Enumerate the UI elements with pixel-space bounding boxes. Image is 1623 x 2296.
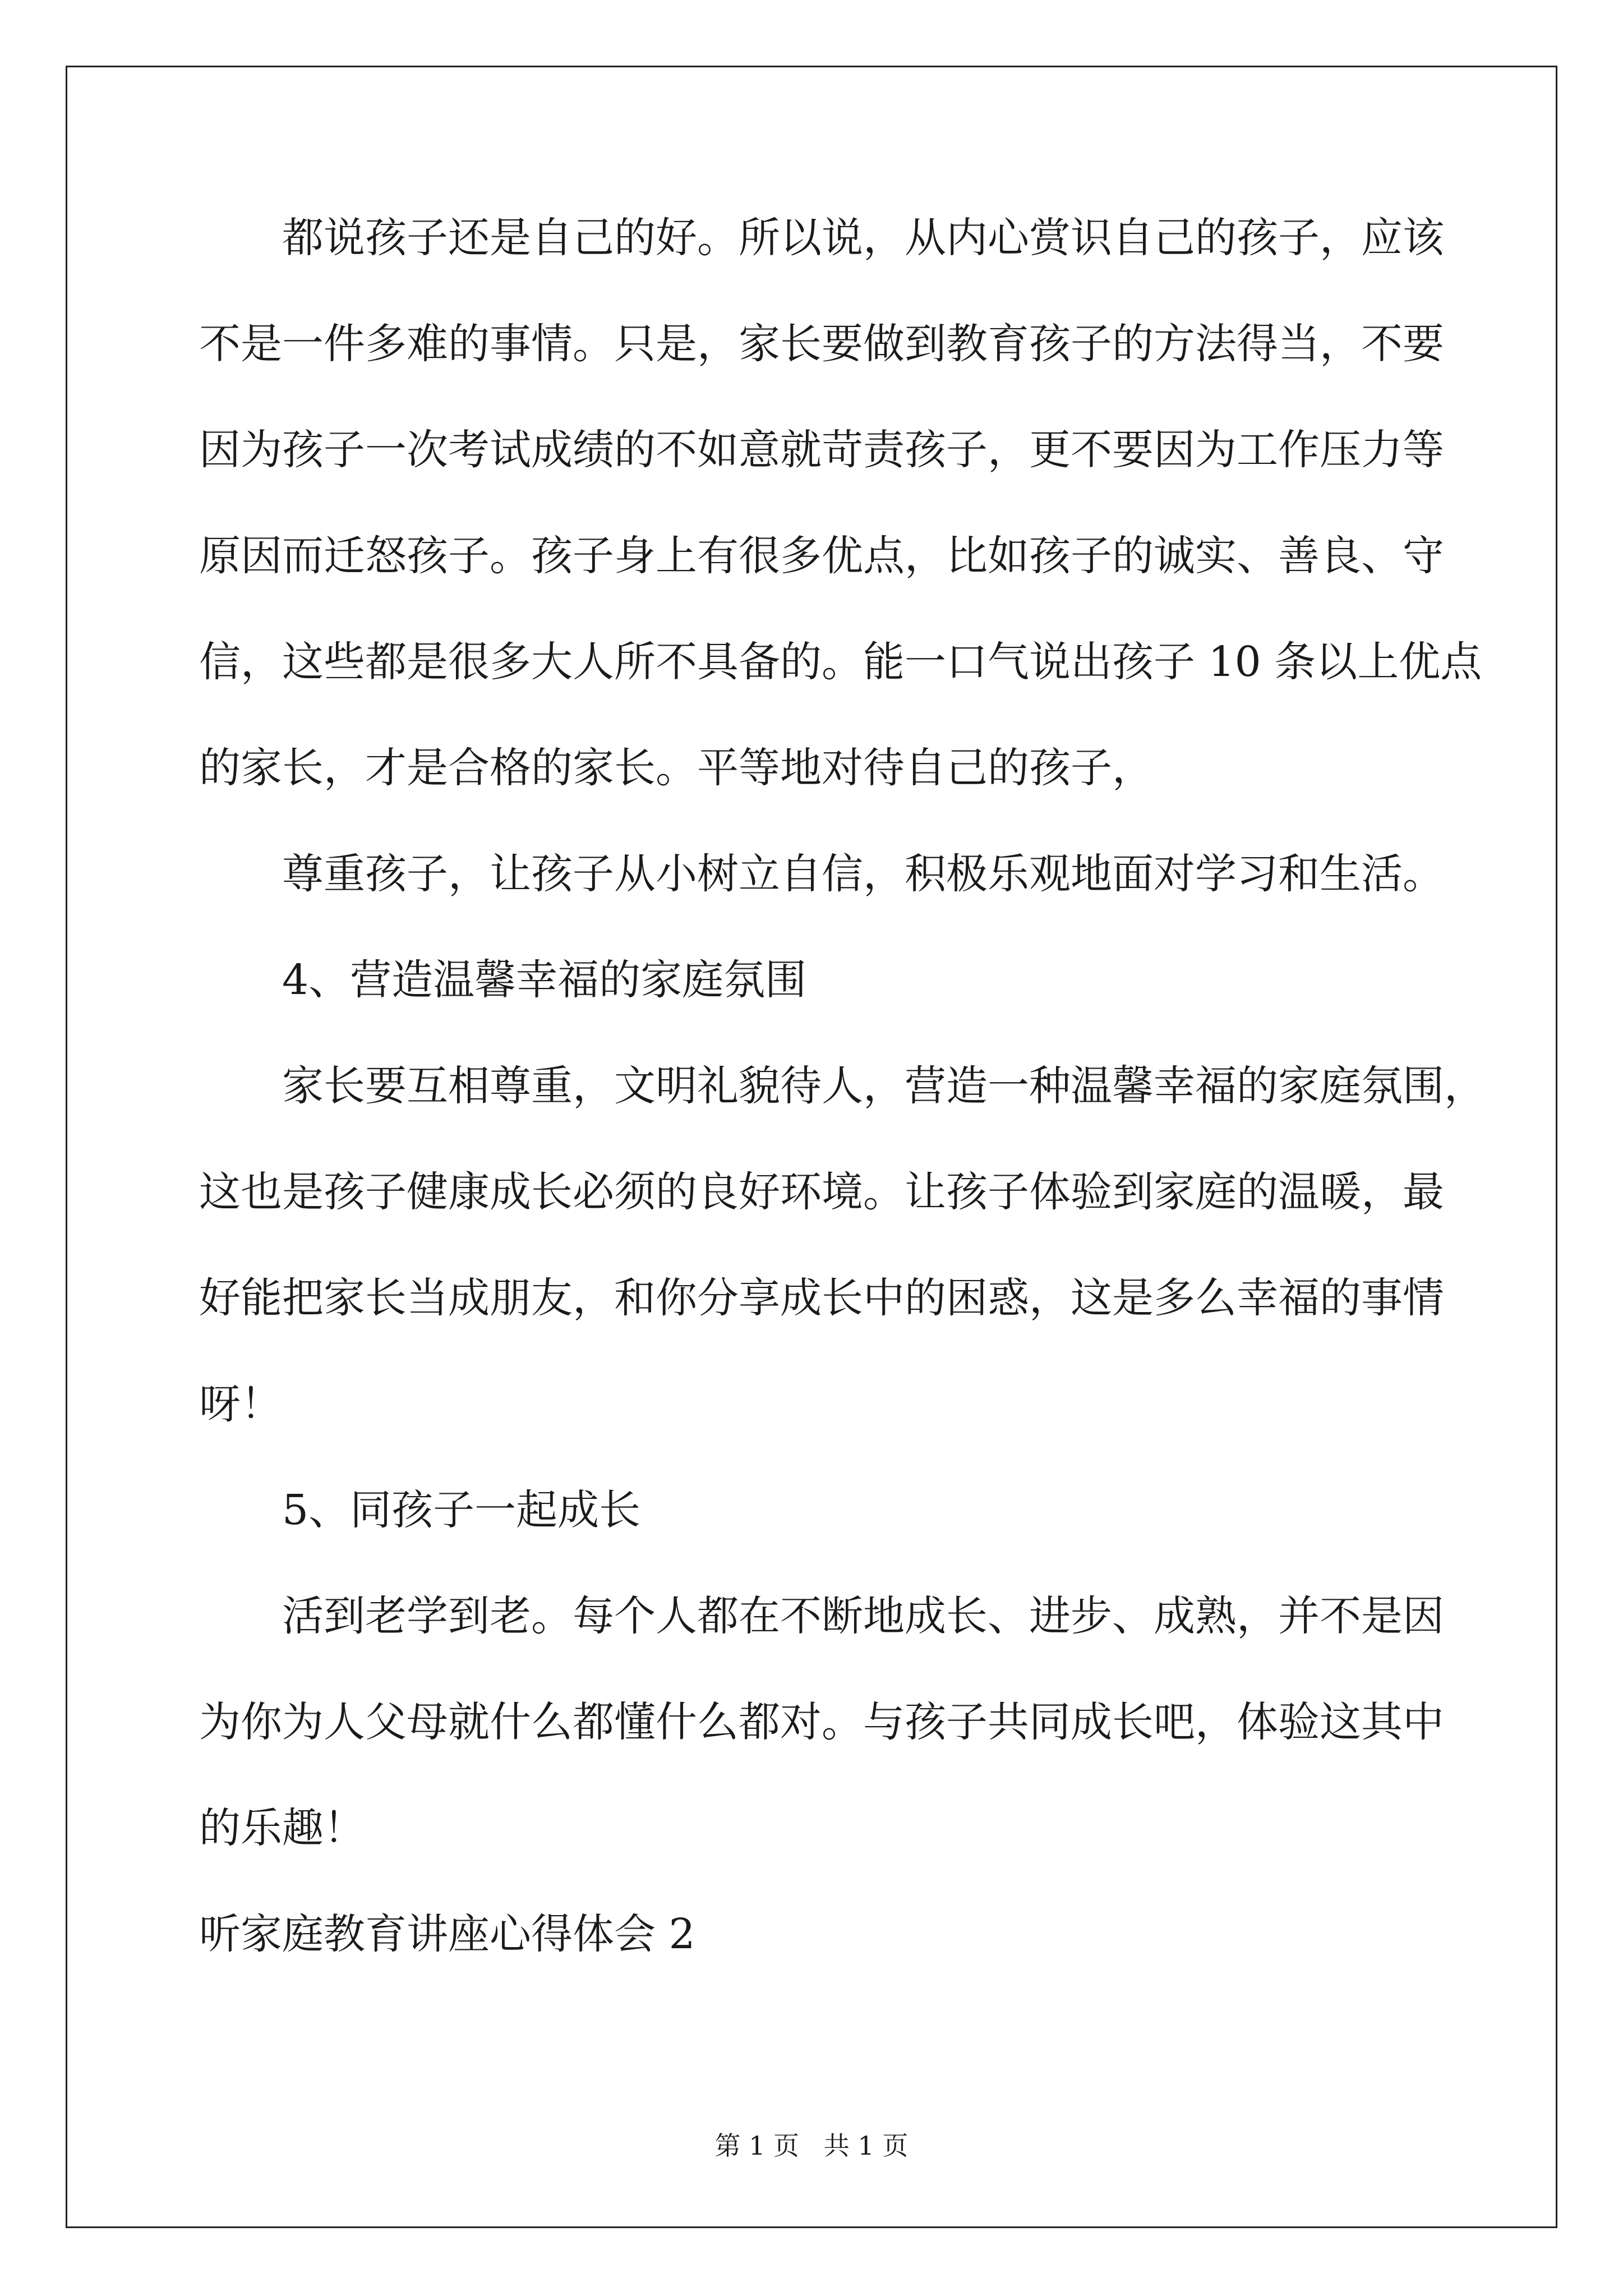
paragraph-line-9: 家长要互相尊重，文明礼貌待人，营造一种温馨幸福的家庭氛围， xyxy=(282,1062,1486,1110)
paragraph-line-3: 因为孩子一次考试成绩的不如意就苛责孩子，更不要因为工作压力等 xyxy=(199,426,1444,474)
document-body xyxy=(199,185,1486,1987)
paragraph-line-1: 都说孩子还是自己的好。所以说，从内心赏识自己的孩子，应该 xyxy=(282,214,1444,262)
paragraph-line-4: 原因而迁怒孩子。孩子身上有很多优点，比如孩子的诚实、善良、守 xyxy=(199,532,1444,580)
paragraph-line-14: 活到老学到老。每个人都在不断地成长、进步、成熟，并不是因 xyxy=(282,1592,1444,1640)
section-heading-4: 4、营造温馨幸福的家庭氛围 xyxy=(282,956,807,1004)
paragraph-line-5: 信，这些都是很多大人所不具备的。能一口气说出孩子 10 条以上优点 xyxy=(199,638,1482,686)
paragraph-line-2: 不是一件多难的事情。只是，家长要做到教育孩子的方法得当，不要 xyxy=(199,320,1444,368)
paragraph-line-7: 尊重孩子，让孩子从小树立自信，积极乐观地面对学习和生活。 xyxy=(282,850,1444,898)
paragraph-line-10: 这也是孩子健康成长必须的良好环境。让孩子体验到家庭的温暖，最 xyxy=(199,1168,1444,1216)
paragraph-line-11: 好能把家长当成朋友，和你分享成长中的困惑，这是多么幸福的事情 xyxy=(199,1274,1444,1322)
paragraph-line-15: 为你为人父母就什么都懂什么都对。与孩子共同成长吧，体验这其中 xyxy=(199,1698,1444,1746)
page-footer: 第 1 页 共 1 页 xyxy=(714,2131,909,2161)
document-title-2: 听家庭教育讲座心得体会 2 xyxy=(199,1910,695,1958)
paragraph-line-6: 的家长，才是合格的家长。平等地对待自己的孩子， xyxy=(199,744,1154,792)
section-heading-5: 5、同孩子一起成长 xyxy=(282,1486,641,1534)
paragraph-line-12: 呀！ xyxy=(199,1380,282,1428)
paragraph-line-16: 的乐趣！ xyxy=(199,1804,365,1852)
